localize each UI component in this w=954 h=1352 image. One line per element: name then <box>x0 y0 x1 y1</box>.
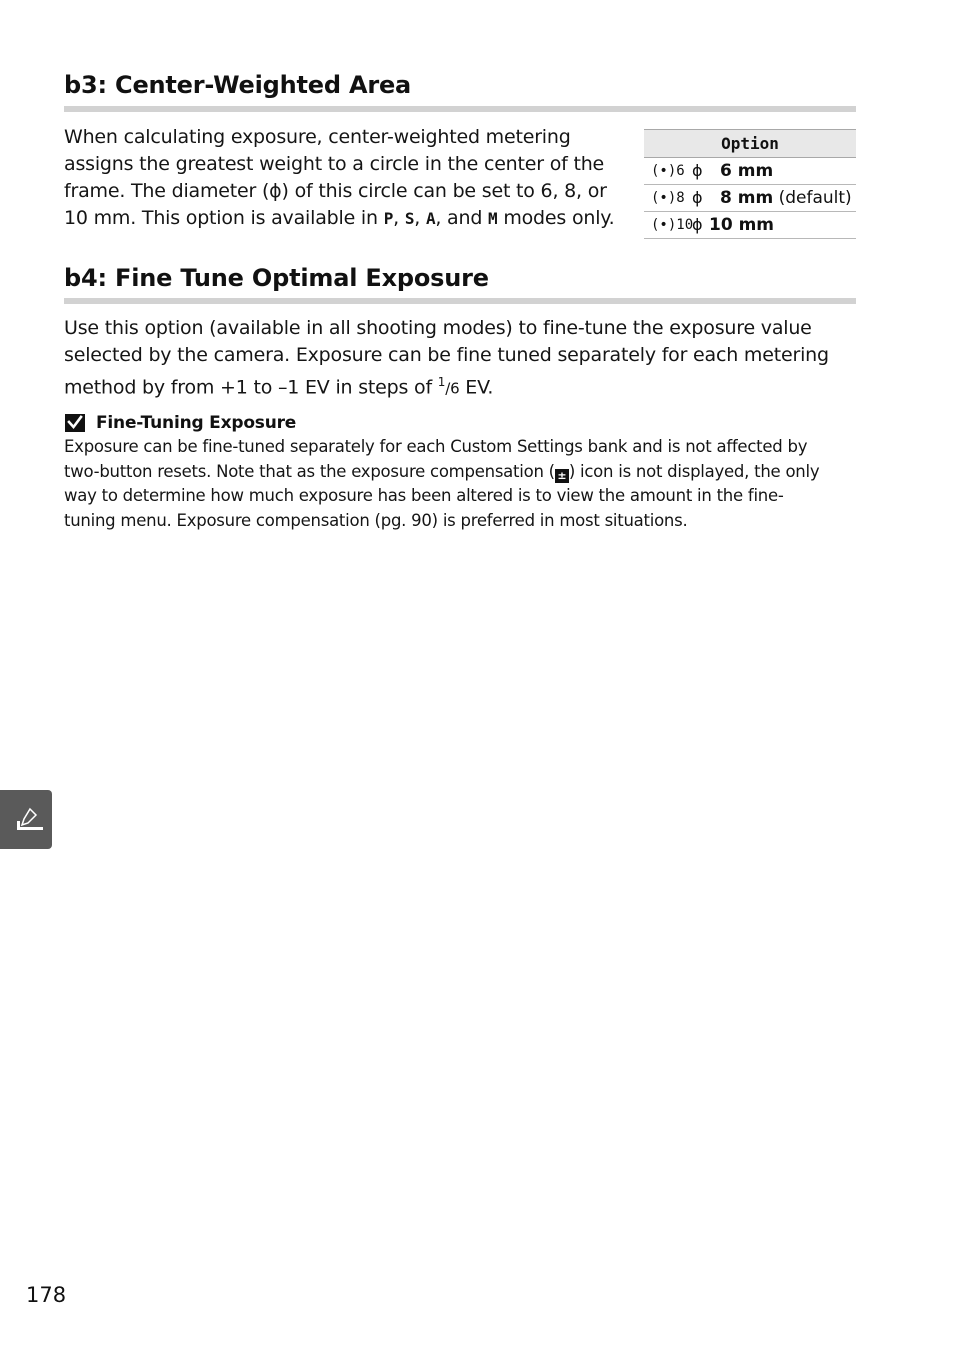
note-line-prefix: two-button resets. Note that as the exposure compensation ( <box>64 461 555 481</box>
separator: , <box>414 207 426 229</box>
custom-settings-pencil-icon <box>0 790 52 849</box>
b3-line-suffix: modes only. <box>497 207 615 229</box>
mode-p: P <box>383 209 394 228</box>
option-label <box>720 185 852 211</box>
b3-heading: b3: Center-Weighted Area <box>64 71 412 99</box>
option-row-8mm <box>644 185 856 212</box>
diameter-symbol: ϕ <box>692 188 703 207</box>
b3-line: assigns the greatest weight to a circle in the center of the <box>64 153 605 175</box>
b4-line: Use this option (available in all shooting modes) to fine-tune the exposure value <box>64 317 812 339</box>
separator: , <box>393 207 405 229</box>
b3-paragraph <box>64 124 614 232</box>
option-row-6mm <box>644 158 856 185</box>
separator: , and <box>435 207 489 229</box>
b4-heading: b4: Fine Tune Optimal Exposure <box>64 264 489 292</box>
diameter-symbol: ϕ <box>692 161 703 180</box>
b4-paragraph <box>64 315 829 402</box>
option-note: (default) <box>773 188 852 208</box>
check-icon <box>64 413 86 433</box>
fraction-denominator: /6 <box>445 379 460 398</box>
note-line: way to determine how much exposure has been altered is to view the amount in the fine- <box>64 486 784 506</box>
option-label <box>720 158 773 184</box>
option-table <box>644 129 856 239</box>
b4-heading-rule <box>64 298 856 304</box>
b3-line: frame. The diameter (ϕ) of this circle can be set to 6, 8, or <box>64 180 607 202</box>
note-body <box>64 435 819 534</box>
custom-settings-tab <box>0 790 52 849</box>
b3-line: When calculating exposure, center-weighted metering <box>64 126 571 148</box>
b4-line-prefix: method by from +1 to –1 EV in steps of <box>64 376 438 399</box>
option-value: 10 mm <box>709 215 775 235</box>
mode-a: A <box>425 209 436 228</box>
exposure-compensation-icon: ± <box>555 469 569 483</box>
option-label <box>709 212 774 238</box>
mode-m: M <box>488 209 498 228</box>
option-value: 8 mm <box>720 188 774 208</box>
b3-heading-rule <box>64 106 856 112</box>
mode-s: S <box>404 209 415 228</box>
note-line: Exposure can be fine-tuned separately for each Custom Settings bank and is not affected by <box>64 437 808 456</box>
b3-line-prefix: 10 mm. This option is available in <box>64 207 384 229</box>
center-weighted-10-icon: (•)10 <box>651 217 694 233</box>
note-line-suffix: ) icon is not displayed, the only <box>568 461 820 481</box>
center-weighted-6-icon: (•)6 <box>651 163 685 179</box>
center-weighted-8-icon: (•)8 <box>651 190 685 206</box>
b4-line: selected by the camera. Exposure can be fine tuned separately for each metering <box>64 344 829 366</box>
option-value: 6 mm <box>720 161 774 181</box>
note-line: tuning menu. Exposure compensation (pg. 90) is preferred in most situations. <box>64 511 688 531</box>
diameter-symbol: ϕ <box>692 215 703 234</box>
page-number: 178 <box>26 1283 67 1307</box>
option-row-10mm <box>644 212 856 239</box>
option-table-header: Option <box>644 129 856 158</box>
fraction-numerator: 1 <box>437 375 446 389</box>
b4-line-suffix: EV. <box>459 376 494 399</box>
note-title: Fine-Tuning Exposure <box>96 413 297 433</box>
